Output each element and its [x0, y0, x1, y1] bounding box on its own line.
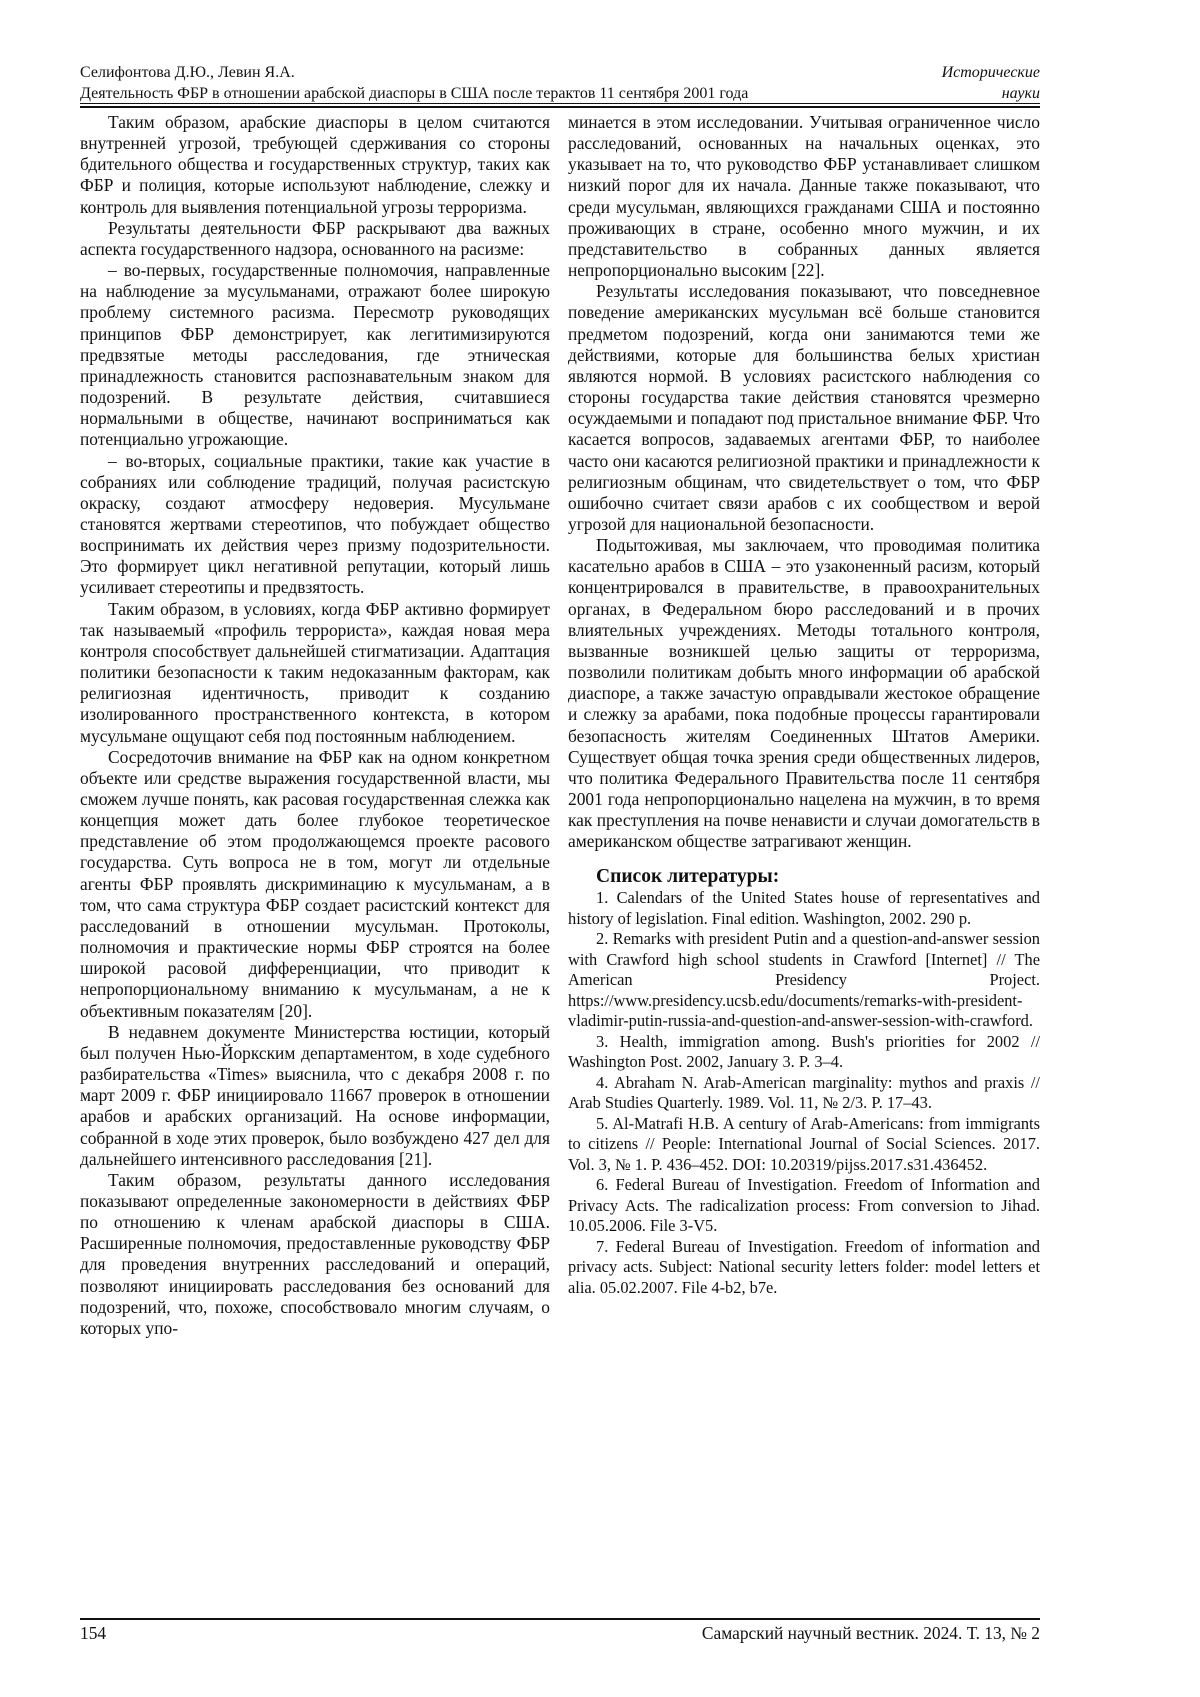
paragraph: Таким образом, арабские диаспоры в целом считаются внутренней угрозой, требующей сдерживания со стороны бдительного общества и государственных структур, таких как ФБР и полиция, которые используют наблюдение, слежку и контроль для выявления потенциальной угрозы терроризма. [80, 112, 550, 218]
header-section-line1: Исторические [942, 62, 1040, 83]
paragraph: Таким образом, в условиях, когда ФБР активно формирует так называемый «профиль террориста», каждая новая мера контроля способствует дальнейшей стигматизации. Адаптация политики безопасности к таким недоказанным факторам, как религиозная идентичность, приводит к созданию изолированного пространственного контекста, в котором мусульмане ощущают себя под постоянным наблюдением. [80, 599, 550, 747]
reference-item: 1. Calendars of the United States house of representatives and history of legislation. Final edition. Washington, 2002. 290 p. [568, 888, 1040, 929]
reference-item: 7. Federal Bureau of Investigation. Freedom of information and privacy acts. Subject: National security letters folder: model letters et alia. 05.02.2007. File 4-b2, b7e. [568, 1237, 1040, 1299]
paragraph: Результаты деятельности ФБР раскрывают два важных аспекта государственного надзора, основанного на расизме: [80, 218, 550, 260]
references-heading: Список литературы: [596, 866, 1040, 888]
paragraph: – во-первых, государственные полномочия, направленные на наблюдение за мусульманами, отражают более широкую проблему системного расизма. Пересмотр руководящих принципов ФБР демонстрирует, как легитимизируются предвзятые методы расследования, где этническая принадлежность становится распознавательным знаком для подозрений. В результате действия, считавшиеся нормальными в обществе, начинают восприниматься как потенциально угрожающие. [80, 260, 550, 450]
header-section [942, 62, 1040, 104]
journal-citation: Самарский научный вестник. 2024. Т. 13, № 2 [702, 1621, 1040, 1645]
paragraph: Таким образом, результаты данного исследования показывают определенные закономерности в действиях ФБР по отношению к членам арабской диаспоры в США. Расширенные полномочия, предоставленные руководству ФБР для проведения внутренних расследований и операций, позволяют инициировать расследования без оснований для подозрений, что, похоже, способствовало многим случаям, о которых упо- [80, 1170, 550, 1339]
reference-item: 4. Abraham N. Arab-American marginality: mythos and praxis // Arab Studies Quarterly. 1989. Vol. 11, № 2/3. P. 17–43. [568, 1073, 1040, 1114]
header-section-line2: науки [942, 83, 1040, 104]
header-rule [80, 103, 1040, 104]
paragraph: минается в этом исследовании. Учитывая ограниченное число расследований, основанных на начальных оценках, это указывает на то, что руководство ФБР устанавливает слишком низкий порог для их начала. Данные также показывают, что среди мусульман, являющихся гражданами США и постоянно проживающих в стране, особенно много мужчин, и их представительство в собранных данных является непропорционально высоким [22]. [568, 112, 1040, 281]
paragraph: Подытоживая, мы заключаем, что проводимая политика касательно арабов в США – это узаконенный расизм, который концентрировался в правительстве, в правоохранительных органах, в Федеральном бюро расследований и в прочих влиятельных учреждениях. Методы тотального контроля, вызванные возникшей целью защиты от терроризма, позволили политикам добыть много информации об арабской диаспоре, а также зачастую оправдывали жестокое обращение и слежку за арабами, пока подобные процессы гарантировали безопасность жителям Соединенных Штатов Америки. Существует общая точка зрения среди общественных лидеров, что политика Федерального Правительства после 11 сентября 2001 года непропорционально нацелена на мужчин, в то время как преступления на почве ненависти и случаи домогательств в американском обществе затрагивают женщин. [568, 535, 1040, 852]
right-column [568, 112, 1040, 1298]
header-left [80, 62, 748, 104]
header-article-title: Деятельность ФБР в отношении арабской диаспоры в США после терактов 11 сентября 2001 года [80, 83, 748, 104]
paragraph: Сосредоточив внимание на ФБР как на одном конкретном объекте или средстве выражения государственной власти, мы сможем лучше понять, как расовая государственная слежка как концепция может дать более глубокое теоретическое представление об этом продолжающемся проекте расового государства. Суть вопроса не в том, могут ли отдельные агенты ФБР проявлять дискриминацию к мусульманам, а в том, что сама структура ФБР создает расистский контекст для расследований в отношении мусульман. Протоколы, полномочия и практические нормы ФБР строятся на более широкой расовой дифференциации, что приводит к непропорциональному вниманию к мусульманам, а не к объективным показателям [20]. [80, 747, 550, 1022]
left-column [80, 112, 550, 1339]
reference-item: 2. Remarks with president Putin and a question-and-answer session with Crawford high school students in Crawford [Internet] // The American Presidency Project. https://www.presidency.ucsb.edu/documents/remarks-with-president-vladimir-putin-russia-and-question-and-answer-session-with-crawford. [568, 929, 1040, 1032]
running-footer [80, 1618, 1040, 1620]
references-list [568, 888, 1040, 1298]
reference-item: 3. Health, immigration among. Bush's priorities for 2002 // Washington Post. 2002, January 3. P. 3–4. [568, 1032, 1040, 1073]
reference-item: 5. Al-Matrafi H.B. A century of Arab-Americans: from immigrants to citizens // People: International Journal of Social Sciences. 2017. Vol. 3, № 1. P. 436–452. DOI: 10.20319/pijss.2017.s31.436452. [568, 1114, 1040, 1176]
paragraph: – во-вторых, социальные практики, такие как участие в собраниях или соблюдение традиций, получая расистскую окраску, создают атмосферу недоверия. Мусульмане становятся жертвами стереотипов, что побуждает общество воспринимать их действия через призму подозрительности. Это формирует цикл негативной репутации, который лишь усиливает стереотипы и предвзятость. [80, 451, 550, 599]
header-authors: Селифонтова Д.Ю., Левин Я.А. [80, 62, 748, 83]
paragraph: В недавнем документе Министерства юстиции, который был получен Нью-Йоркским департаментом, в ходе судебного разбирательства «Times» выяснила, что с декабря 2008 г. по март 2009 г. ФБР инициировало 11667 проверок в отношении арабов и арабских организаций. На основе информации, собранной в ходе этих проверок, было возбуждено 427 дел для дальнейшего интенсивного расследования [21]. [80, 1022, 550, 1170]
paragraph: Результаты исследования показывают, что повседневное поведение американских мусульман всё больше становится предметом подозрений, когда они занимаются теми же действиями, которые для большинства белых христиан являются нормой. В условиях расистского наблюдения со стороны государства такие действия становятся чрезмерно осуждаемыми и попадают под пристальное внимание ФБР. Что касается вопросов, задаваемых агентами ФБР, то наиболее часто они касаются религиозной практики и принадлежности к религиозным общинам, что свидетельствует о том, что ФБР ошибочно считает связи арабов с их сообществом и верой угрозой для национальной безопасности. [568, 281, 1040, 535]
page-number: 154 [80, 1621, 106, 1645]
running-header [80, 62, 1040, 108]
reference-item: 6. Federal Bureau of Investigation. Freedom of Information and Privacy Acts. The radicalization process: From conversion to Jihad. 10.05.2006. File 3-V5. [568, 1175, 1040, 1237]
